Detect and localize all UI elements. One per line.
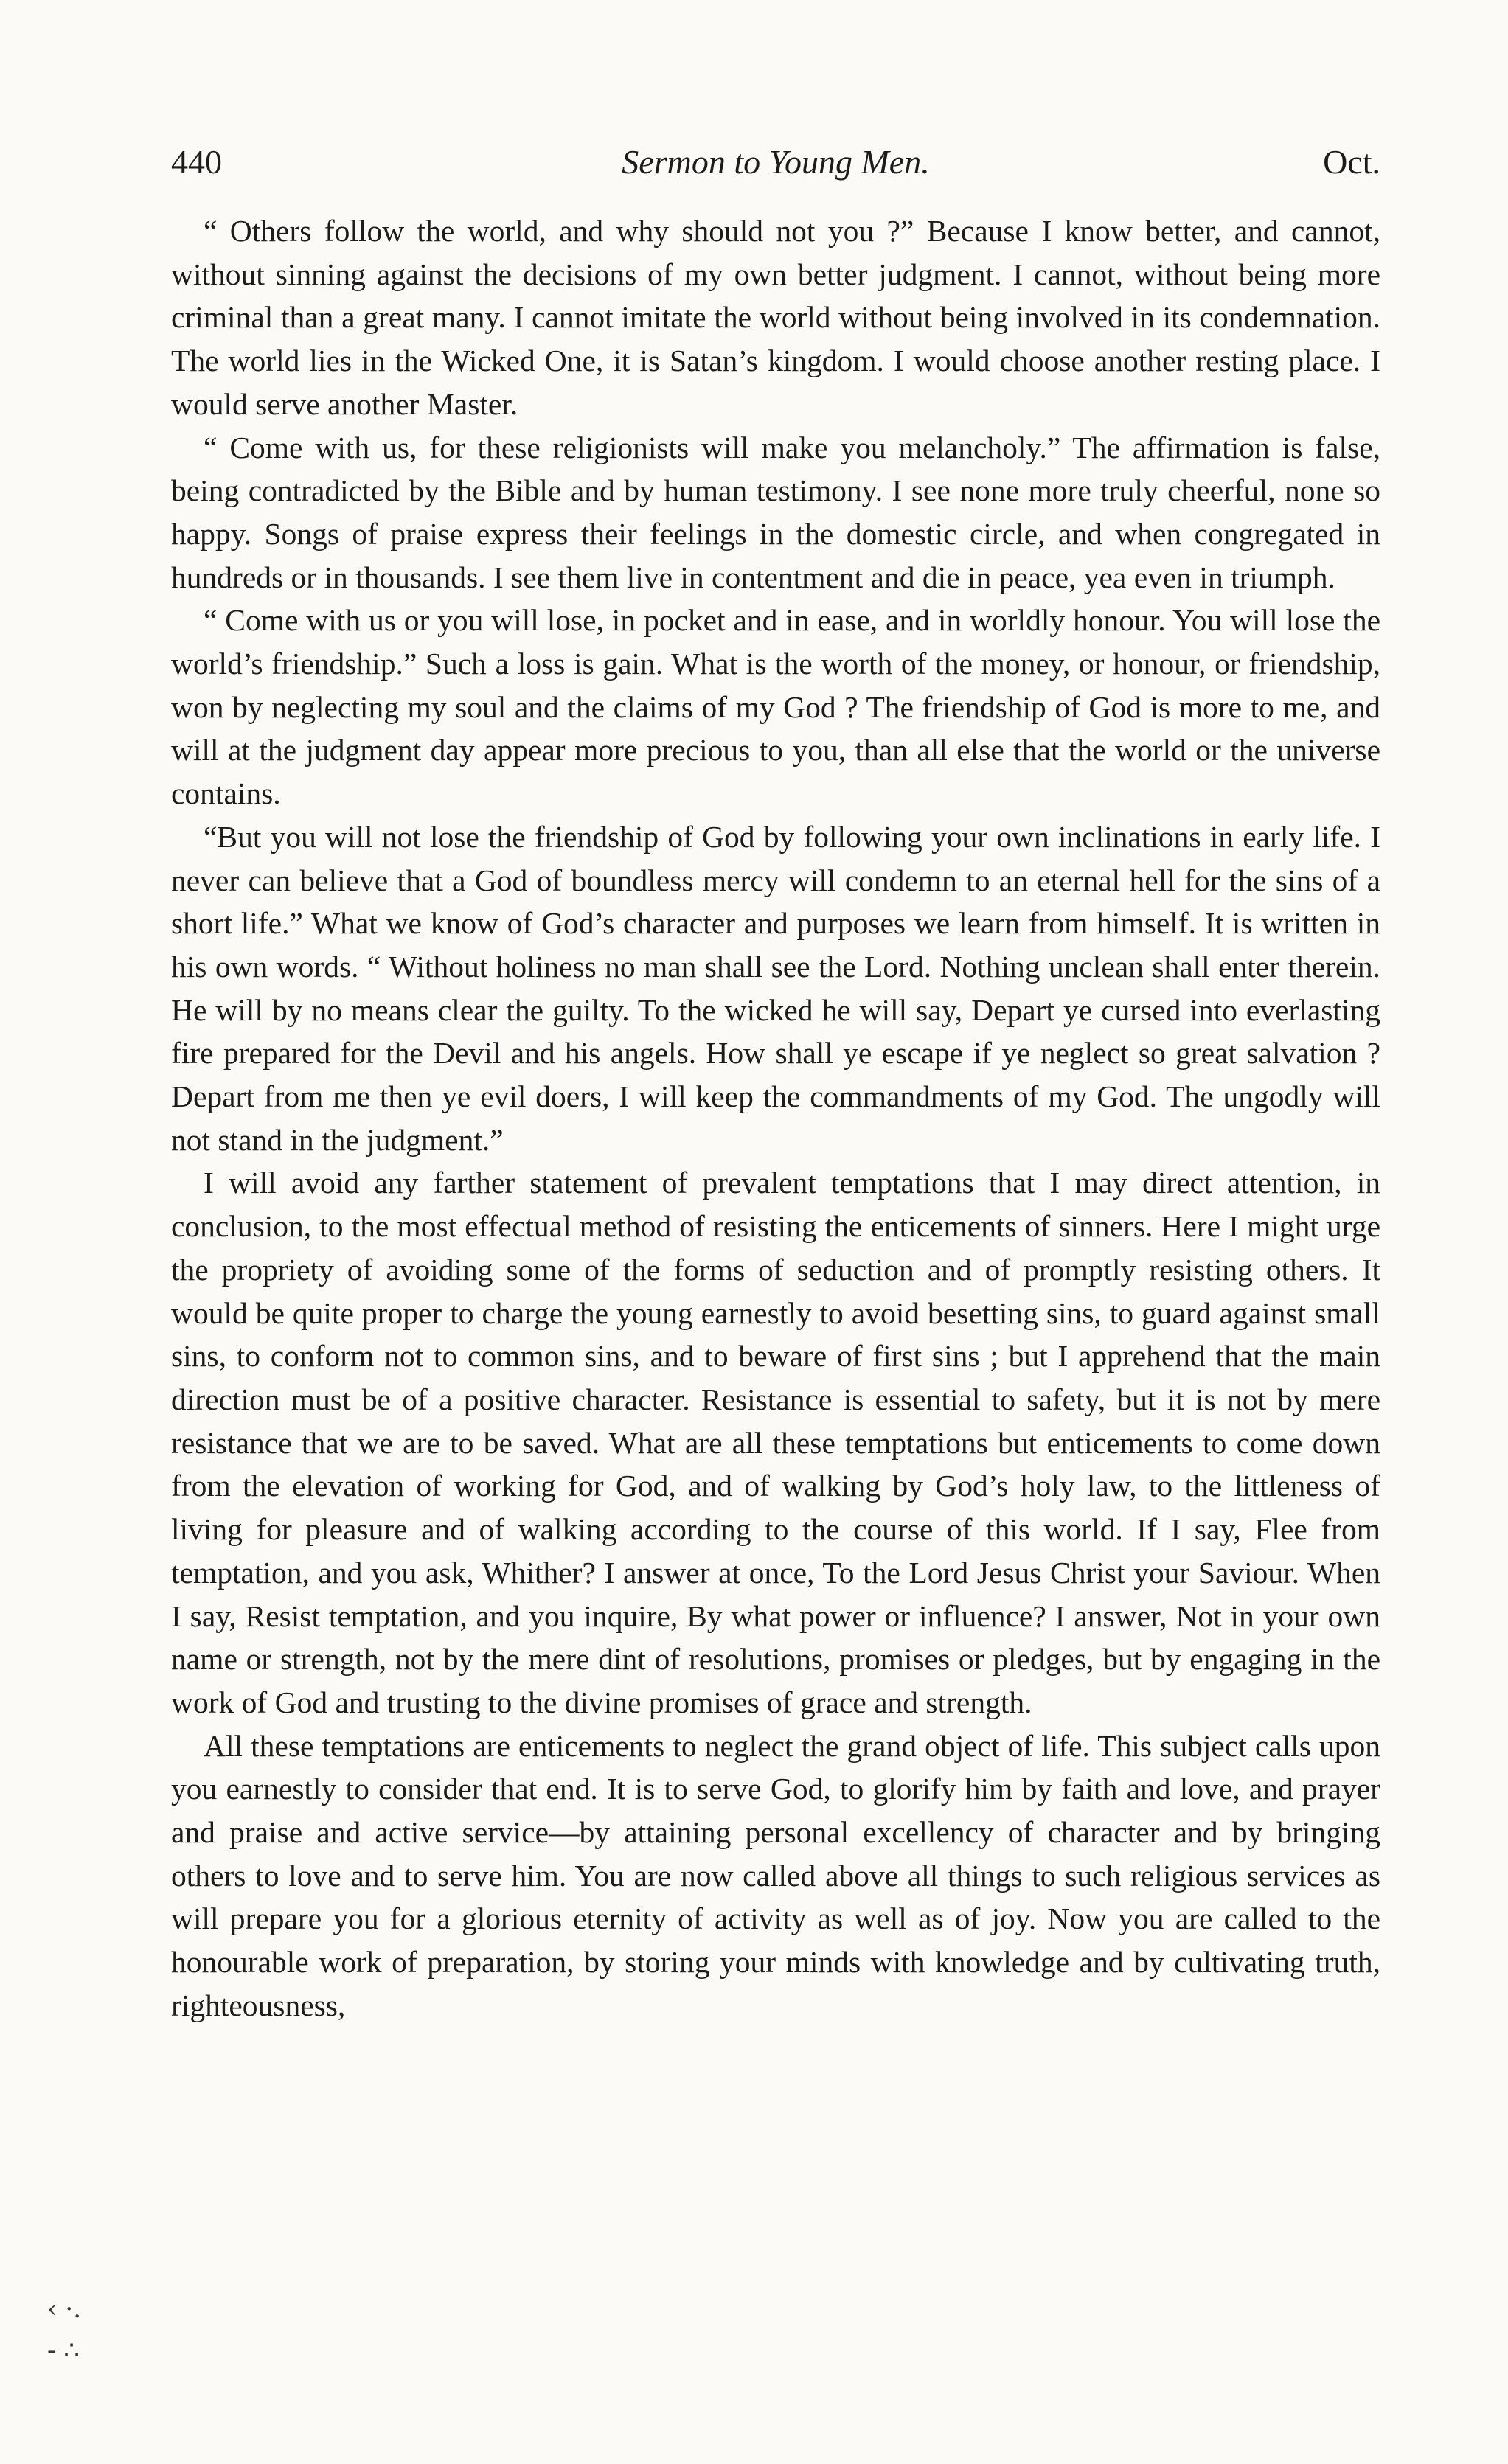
- header-month: Oct.: [1323, 143, 1380, 181]
- paragraph-grand-object: All these temptations are enticements to neglect the grand object of life. This subject calls upon you earnestly to consider that end. It is to serve God, to glorify him by faith and love, and prayer and praise and active service—by attaining personal excellency of character and by bringing others to love and to serve him. You are now called above all things to such religious services as will prepare you for a glorious eternity of activity as well as of joy. Now you are called to the honourable work of preparation, by storing your minds with knowledge and by cultivating truth, righteousness,: [171, 1728, 1380, 2022]
- margin-mark: - ∴: [47, 2336, 80, 2365]
- paragraph-melancholy: “ Come with us, for these religionists will make you melancholy.” The affirmation is false, being contradicted by the Bible and by human testimony. I see none more truly cheerful, none so happy. Songs of praise express their feelings in the domestic circle, and when congregated in hundreds or in thousands. I see them live in contentment and die in peace, yea even in triumph.: [171, 430, 1380, 594]
- paragraph-friendship-of-god: “But you will not lose the friendship of God by following your own inclinations in early life. I never can believe that a God of boundless mercy will condemn to an eternal hell for the sins of a short life.” What we know of God’s character and purposes we learn from himself. It is written in his own words. “ Without holiness no man shall see the Lord. Nothing unclean shall enter therein. He will by no means clear the guilty. To the wicked he will say, Depart ye cursed into everlasting fire prepared for the Devil and his angels. How shall ye escape if ye neglect so great salvation ? Depart from me then ye evil doers, I will keep the commandments of my God. The ungodly will not stand in the judgment.”: [171, 819, 1380, 1157]
- running-title: Sermon to Young Men.: [622, 143, 930, 181]
- paragraph-temptations: I will avoid any farther statement of prevalent temptations that I may direct attention, in conclusion, to the most effectual method of resisting the enticements of sinners. Here I might urge the propriety of avoiding some of the forms of seduction and of promptly resisting others. It would be quite proper to charge the young earnestly to avoid besetting sins, to guard against small sins, to conform not to common sins, and to beware of first sins ; but I apprehend that the main direction must be of a positive character. Resistance is essential to safety, but it is not by mere resistance that we are to be saved. What are all these temptations but enticements to come down from the elevation of working for God, and of walking by God’s holy law, to the littleness of living for pleasure and of walking according to the course of this world. If I say, Flee from temptation, and you ask, Whither? I answer at once, To the Lord Jesus Christ your Saviour. When I say, Resist temptation, and you inquire, By what power or influence? I answer, Not in your own name or strength, not by the mere dint of resolutions, promises or pledges, but by engaging in the work of God and trusting to the divine promises of grace and strength.: [171, 1166, 1380, 1719]
- sermon-text: [171, 209, 1380, 2028]
- book-page: [171, 140, 1380, 2028]
- paragraph-worldly-honour: “ Come with us or you will lose, in pocket and in ease, and in worldly honour. You will lose the world’s friendship.” Such a loss is gain. What is the worth of the money, or honour, or friendship, won by neglecting my soul and the claims of my God ? The friendship of God is more to me, and will at the judgment day appear more precious to you, than all else that the world or the universe contains.: [171, 603, 1380, 811]
- paragraph-others-follow: “ Others follow the world, and why should not you ?” Because I know better, and cannot, without sinning against the decisions of my own better judgment. I cannot, without being more criminal than a great many. I cannot imitate the world without being involved in its condemnation. The world lies in the Wicked One, it is Satan’s kingdom. I would choose another resting place. I would serve another Master.: [171, 214, 1380, 421]
- running-header: [171, 140, 1380, 184]
- page-number: 440: [171, 143, 222, 181]
- margin-mark: ‹ ·.: [47, 2294, 82, 2324]
